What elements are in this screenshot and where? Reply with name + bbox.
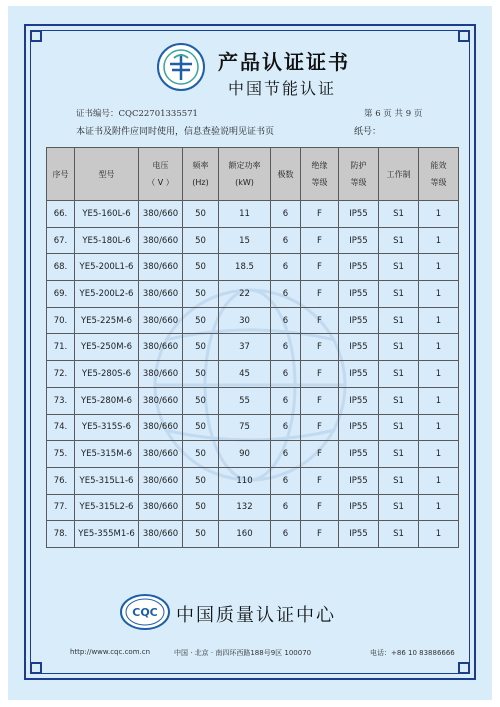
table-cell: 380/660 [139, 281, 183, 308]
table-cell: S1 [379, 521, 419, 548]
table-cell: 15 [219, 227, 271, 254]
table-cell: 1 [419, 307, 459, 334]
table-cell: 1 [419, 387, 459, 414]
table-cell: 55 [219, 387, 271, 414]
table-cell: 37 [219, 334, 271, 361]
table-cell: 1 [419, 281, 459, 308]
table-cell: 1 [419, 254, 459, 281]
table-cell: 50 [183, 227, 219, 254]
table-cell: F [301, 467, 339, 494]
table-cell: YE5-200L2-6 [75, 281, 139, 308]
table-cell: IP55 [339, 254, 379, 281]
table-cell: 50 [183, 387, 219, 414]
table-cell: S1 [379, 441, 419, 468]
table-cell: S1 [379, 227, 419, 254]
table-cell: 6 [271, 307, 301, 334]
table-cell: YE5-280S-6 [75, 361, 139, 388]
table-cell: 380/660 [139, 521, 183, 548]
column-header-line: 极数 [277, 169, 294, 179]
table-cell: IP55 [339, 387, 379, 414]
corner-ornament [30, 662, 42, 674]
table-cell: IP55 [339, 521, 379, 548]
table-cell: 380/660 [139, 307, 183, 334]
column-header [47, 148, 75, 201]
table-cell: 70. [47, 307, 75, 334]
column-header-line: (kW) [235, 178, 254, 187]
cqc-logo-text: CQC [132, 606, 158, 619]
table-cell: 50 [183, 494, 219, 521]
certificate-number: 证书编号：CQC22701335571 [76, 109, 198, 119]
table-cell: 75 [219, 414, 271, 441]
table-cell: 380/660 [139, 494, 183, 521]
table-cell: 1 [419, 441, 459, 468]
table-cell: 18.5 [219, 254, 271, 281]
table-cell: 67. [47, 227, 75, 254]
table-cell: S1 [379, 387, 419, 414]
table-cell: 50 [183, 521, 219, 548]
column-header-line: 额定功率 [228, 161, 261, 170]
table-row [47, 307, 459, 334]
table-row [47, 361, 459, 388]
table-row [47, 414, 459, 441]
column-header-line: 等级 [350, 178, 367, 187]
table-cell: 50 [183, 334, 219, 361]
table-cell: F [301, 307, 339, 334]
table-cell: 76. [47, 467, 75, 494]
table-cell: 6 [271, 201, 301, 228]
table-cell: 6 [271, 494, 301, 521]
table-cell: F [301, 254, 339, 281]
table-cell: YE5-200L1-6 [75, 254, 139, 281]
table-cell: F [301, 521, 339, 548]
table-cell: F [301, 281, 339, 308]
table-cell: F [301, 227, 339, 254]
table-row [47, 521, 459, 548]
table-cell: 50 [183, 201, 219, 228]
table-cell: 45 [219, 361, 271, 388]
table-cell: S1 [379, 281, 419, 308]
table-cell: 6 [271, 521, 301, 548]
table-cell: 6 [271, 441, 301, 468]
usage-note: 本证书及附件应同时使用，信息查验说明见证书页 [76, 127, 275, 137]
paper-number-label: 纸号： [354, 127, 382, 137]
table-cell: YE5-180L-6 [75, 227, 139, 254]
table-cell: 380/660 [139, 414, 183, 441]
table-cell: 6 [271, 467, 301, 494]
table-row [47, 227, 459, 254]
corner-ornament [30, 30, 42, 42]
table-cell: 132 [219, 494, 271, 521]
corner-ornament [458, 30, 470, 42]
table-cell: 50 [183, 441, 219, 468]
column-header-line: 防护 [350, 161, 367, 170]
table-cell: IP55 [339, 307, 379, 334]
column-header-line: （ V ） [147, 178, 174, 187]
table-cell: 11 [219, 201, 271, 228]
table-cell: S1 [379, 467, 419, 494]
page-number: 第 6 页 共 9 页 [364, 109, 423, 119]
table-cell: F [301, 387, 339, 414]
table-cell: IP55 [339, 227, 379, 254]
column-header [75, 148, 139, 201]
table-body [47, 201, 459, 548]
table-cell: S1 [379, 254, 419, 281]
table-cell: 50 [183, 307, 219, 334]
table-cell: 73. [47, 387, 75, 414]
table-cell: 1 [419, 521, 459, 548]
table-cell: 110 [219, 467, 271, 494]
table-cell: YE5-315L1-6 [75, 467, 139, 494]
table-cell: 6 [271, 227, 301, 254]
table-cell: 72. [47, 361, 75, 388]
table-cell: F [301, 414, 339, 441]
table-cell: 71. [47, 334, 75, 361]
table-cell: IP55 [339, 361, 379, 388]
column-header [419, 148, 459, 201]
table-cell: 380/660 [139, 467, 183, 494]
column-header-line: 等级 [311, 178, 328, 187]
table-row [47, 281, 459, 308]
table-cell: 380/660 [139, 227, 183, 254]
table-cell: 6 [271, 334, 301, 361]
column-header-line: 工作制 [386, 169, 411, 179]
table-cell: YE5-225M-6 [75, 307, 139, 334]
cqc-logo-icon [120, 594, 170, 630]
table-cell: F [301, 334, 339, 361]
website-text: http://www.cqc.com.cn [70, 648, 151, 656]
column-header [339, 148, 379, 201]
certificate-subtitle: 中国节能认证 [228, 79, 337, 98]
table-cell: 6 [271, 281, 301, 308]
table-cell: 50 [183, 254, 219, 281]
table-cell: IP55 [339, 441, 379, 468]
table-cell: 1 [419, 467, 459, 494]
table-cell: 75. [47, 441, 75, 468]
table-header-row [47, 148, 459, 201]
table-cell: IP55 [339, 414, 379, 441]
table-cell: S1 [379, 201, 419, 228]
column-header-line: 序号 [52, 169, 69, 179]
column-header [271, 148, 301, 201]
table-cell: YE5-315L2-6 [75, 494, 139, 521]
table-cell: YE5-315M-6 [75, 441, 139, 468]
table-cell: IP55 [339, 494, 379, 521]
table-cell: 77. [47, 494, 75, 521]
table-cell: F [301, 494, 339, 521]
table-cell: 1 [419, 414, 459, 441]
phone-text: 电话：+86 10 83886666 [370, 649, 455, 657]
table-row [47, 201, 459, 228]
table-cell: S1 [379, 361, 419, 388]
organization-name: 中国质量认证中心 [176, 605, 336, 626]
table-cell: F [301, 441, 339, 468]
table-cell: 50 [183, 414, 219, 441]
table-cell: YE5-160L-6 [75, 201, 139, 228]
table-cell: 6 [271, 361, 301, 388]
table-cell: 50 [183, 467, 219, 494]
table-cell: 380/660 [139, 201, 183, 228]
column-header-line: 型号 [98, 169, 115, 179]
table-cell: 78. [47, 521, 75, 548]
table-cell: 74. [47, 414, 75, 441]
table-cell: 69. [47, 281, 75, 308]
table-cell: YE5-315S-6 [75, 414, 139, 441]
column-header-line: 等级 [430, 178, 447, 187]
table-cell: 380/660 [139, 254, 183, 281]
address-text: 中国 · 北京 · 南四环西路188号9区 100070 [174, 649, 312, 657]
table-row [47, 387, 459, 414]
table-cell: 380/660 [139, 361, 183, 388]
column-header [139, 148, 183, 201]
table-cell: 380/660 [139, 334, 183, 361]
table-cell: IP55 [339, 467, 379, 494]
table-cell: 6 [271, 414, 301, 441]
table-row [47, 254, 459, 281]
table-row [47, 467, 459, 494]
table-cell: F [301, 361, 339, 388]
column-header [219, 148, 271, 201]
table-cell: F [301, 201, 339, 228]
product-table [46, 147, 459, 548]
column-header-line: 频率 [192, 161, 209, 170]
table-cell: 1 [419, 361, 459, 388]
table-cell: 1 [419, 334, 459, 361]
table-cell: S1 [379, 494, 419, 521]
table-cell: 30 [219, 307, 271, 334]
table-cell: 68. [47, 254, 75, 281]
column-header [301, 148, 339, 201]
column-header [183, 148, 219, 201]
table-cell: 1 [419, 201, 459, 228]
table-cell: 6 [271, 387, 301, 414]
table-cell: S1 [379, 414, 419, 441]
table-row [47, 334, 459, 361]
table-cell: YE5-250M-6 [75, 334, 139, 361]
table-cell: 380/660 [139, 387, 183, 414]
table-cell: 50 [183, 281, 219, 308]
table-cell: YE5-280M-6 [75, 387, 139, 414]
table-row [47, 494, 459, 521]
energy-saving-logo-icon [156, 42, 206, 92]
table-cell: 1 [419, 227, 459, 254]
corner-ornament [458, 662, 470, 674]
table-cell: 160 [219, 521, 271, 548]
table-cell: IP55 [339, 281, 379, 308]
table-cell: 6 [271, 254, 301, 281]
table-cell: 90 [219, 441, 271, 468]
table-cell: 66. [47, 201, 75, 228]
table-cell: IP55 [339, 334, 379, 361]
column-header-line: 绝缘 [311, 161, 328, 170]
table-cell: S1 [379, 307, 419, 334]
table-cell: YE5-355M1-6 [75, 521, 139, 548]
column-header-line: 能效 [430, 161, 447, 170]
table-cell: 50 [183, 361, 219, 388]
table-cell: IP55 [339, 201, 379, 228]
column-header-line: 电压 [152, 161, 169, 170]
column-header [379, 148, 419, 201]
table-row [47, 441, 459, 468]
table-cell: 380/660 [139, 441, 183, 468]
table-cell: 22 [219, 281, 271, 308]
column-header-line: (Hz) [192, 178, 209, 187]
table-cell: S1 [379, 334, 419, 361]
certificate-title: 产品认证证书 [218, 50, 350, 74]
table-cell: 1 [419, 494, 459, 521]
